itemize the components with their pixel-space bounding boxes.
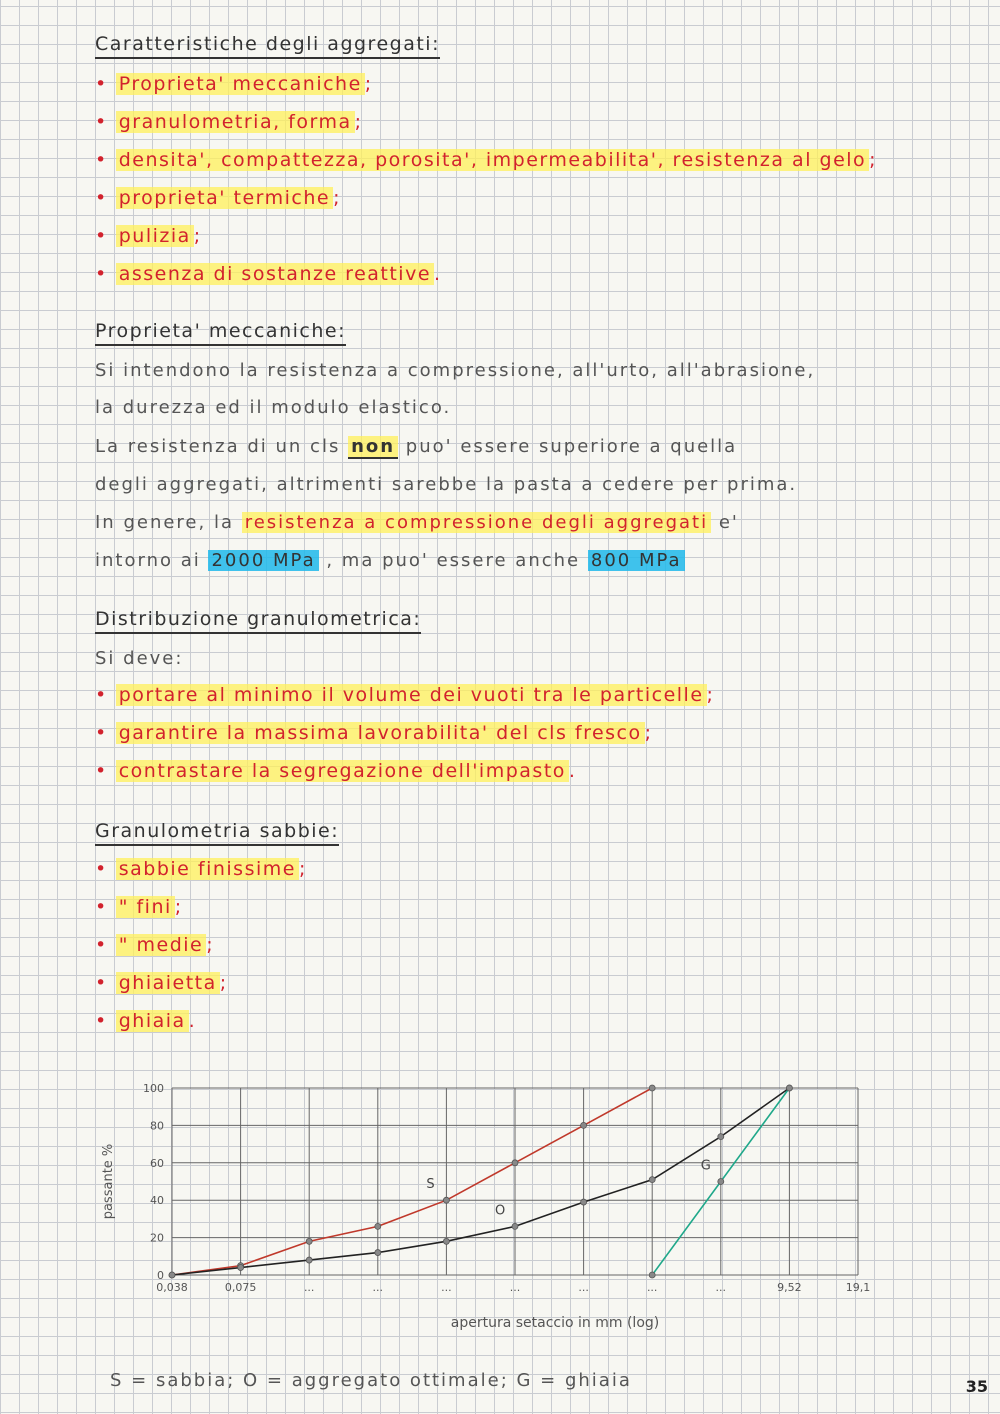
x-tick-label: ...: [578, 1281, 589, 1294]
data-point-g: [649, 1272, 655, 1278]
series-label-o: O: [495, 1203, 506, 1219]
x-tick-label: 0,075: [224, 1281, 257, 1294]
data-point-o: [306, 1257, 312, 1263]
characteristic-item: [95, 111, 363, 133]
text-fragment: In genere, la: [95, 512, 234, 533]
data-point-g: [786, 1085, 792, 1091]
page-number: 35: [965, 1377, 988, 1396]
y-tick-label: 80: [150, 1119, 164, 1133]
section-title-mechanical: Proprieta' meccaniche:: [95, 320, 346, 346]
distribution-item-label: contrastare la segregazione dell'impasto: [116, 760, 569, 782]
characteristic-item-label: Proprieta' meccaniche: [116, 73, 365, 95]
data-point-s: [306, 1238, 312, 1244]
x-tick-label: ...: [509, 1281, 521, 1294]
distribution-item: [95, 760, 576, 782]
sand-item-label: " medie: [116, 934, 207, 956]
characteristic-item-label: pulizia: [116, 225, 194, 247]
characteristic-item: [95, 187, 341, 209]
distribution-item-label: garantire la massima lavorabilita' del cls fresco: [116, 722, 645, 744]
y-axis-label: passante %: [101, 1143, 116, 1220]
x-tick-label: ...: [303, 1281, 315, 1294]
y-tick-label: 100: [143, 1082, 164, 1095]
bullet-icon: •: [95, 972, 108, 994]
bullet-icon: •: [95, 149, 108, 171]
data-point-o: [238, 1265, 244, 1271]
characteristic-item-punct: .: [434, 263, 442, 285]
characteristic-item-punct: ;: [333, 187, 341, 209]
sand-item-punct: ;: [206, 934, 215, 956]
bullet-icon: •: [95, 263, 108, 285]
characteristic-item-label: proprieta' termiche: [116, 187, 333, 209]
sand-item-punct: ;: [298, 858, 307, 880]
y-tick-label: 20: [150, 1231, 164, 1245]
sand-item: [95, 858, 307, 880]
characteristic-item-punct: ;: [364, 73, 373, 95]
characteristic-item-label: assenza di sostanze reattive: [116, 263, 434, 285]
bullet-icon: •: [95, 934, 108, 956]
sand-item-punct: ;: [219, 972, 228, 994]
characteristic-item-label: granulometria, forma: [116, 111, 355, 133]
bullet-icon: •: [95, 760, 108, 782]
series-label-s: S: [426, 1177, 435, 1193]
data-point-o: [443, 1238, 449, 1244]
data-point-s: [512, 1160, 518, 1166]
chart-legend: S = sabbia; O = aggregato ottimale; G = ghiaia: [110, 1370, 632, 1391]
mechanical-text-line-2: la durezza ed il modulo elastico.: [95, 397, 452, 418]
y-tick-label: 60: [150, 1156, 164, 1170]
sand-item-label: ghiaia: [116, 1010, 189, 1032]
distribution-item-label: portare al minimo il volume dei vuoti tra le particelle: [116, 684, 707, 706]
x-tick-label: ...: [372, 1281, 384, 1294]
data-point-s: [581, 1122, 587, 1128]
data-point-o: [649, 1177, 655, 1183]
distribution-item: [95, 684, 714, 706]
data-point-o: [169, 1272, 175, 1278]
bullet-icon: •: [95, 858, 108, 880]
series-label-g: G: [700, 1158, 711, 1174]
section-title-characteristics: Caratteristiche degli aggregati:: [95, 33, 440, 59]
characteristic-item-punct: ;: [354, 111, 363, 133]
sand-item: [95, 896, 183, 918]
section-title-distribution: Distribuzione granulometrica:: [95, 608, 421, 634]
characteristic-item-label: densita', compattezza, porosita', impermeabilita', resistenza al gelo: [116, 149, 869, 171]
sand-item-punct: .: [188, 1010, 197, 1032]
text-fragment: La resistenza di un cls: [95, 436, 341, 457]
characteristic-item-punct: ;: [869, 149, 878, 171]
data-point-g: [718, 1179, 724, 1185]
x-axis-label: apertura setaccio in mm (log): [450, 1315, 660, 1331]
text-fragment: intorno ai: [95, 550, 201, 571]
bullet-icon: •: [95, 187, 108, 209]
y-tick-label: 0: [157, 1269, 164, 1282]
characteristic-item: [95, 149, 877, 171]
x-tick-label: 0,038: [156, 1281, 188, 1294]
data-point-o: [718, 1134, 724, 1140]
x-tick-label: ...: [715, 1281, 727, 1294]
bullet-icon: •: [95, 111, 108, 133]
value-2000-mpa: 2000 MPa: [208, 550, 318, 571]
mechanical-text-line-4: degli aggregati, altrimenti sarebbe la pasta a cedere per prima.: [95, 474, 798, 495]
distribution-item-punct: ;: [644, 722, 653, 744]
text-fragment: e': [718, 512, 739, 533]
data-point-o: [581, 1199, 587, 1205]
distribution-intro: Si deve:: [95, 648, 184, 669]
emphasis-non: non: [348, 436, 398, 459]
bullet-icon: •: [95, 1010, 108, 1032]
mechanical-text-line-1: Si intendono la resistenza a compressione, all'urto, all'abrasione,: [95, 360, 816, 381]
x-tick-label: 9,52: [777, 1281, 802, 1294]
bullet-icon: •: [95, 225, 108, 247]
characteristic-item-punct: ;: [193, 225, 202, 247]
x-tick-label: 19,1: [845, 1281, 871, 1294]
sand-item: [95, 1010, 196, 1032]
x-tick-label: ...: [646, 1281, 658, 1294]
characteristic-item: [95, 263, 442, 285]
sand-item-label: " fini: [116, 896, 175, 918]
x-tick-label: ...: [441, 1281, 452, 1294]
granulometry-chart: [0, 1060, 1000, 1390]
sand-item: [95, 934, 214, 956]
mechanical-text-line-6: [95, 550, 685, 571]
distribution-item-punct: ;: [706, 684, 715, 706]
y-tick-label: 40: [150, 1194, 164, 1208]
sand-item: [95, 972, 228, 994]
value-800-mpa: 800 MPa: [588, 550, 685, 571]
bullet-icon: •: [95, 722, 108, 744]
data-point-s: [649, 1085, 655, 1091]
section-title-sands: Granulometria sabbie:: [95, 820, 339, 846]
sand-item-label: sabbie finissime: [116, 858, 299, 880]
characteristic-item: [95, 73, 373, 95]
mechanical-text-line-5: [95, 512, 739, 533]
text-fragment: , ma puo' essere anche: [326, 550, 581, 571]
data-point-o: [512, 1223, 518, 1229]
highlight-compression-strength: resistenza a compressione degli aggregati: [242, 512, 711, 533]
bullet-icon: •: [95, 73, 108, 95]
text-fragment: puo' essere superiore a quella: [405, 436, 738, 457]
data-point-o: [375, 1250, 381, 1256]
bullet-icon: •: [95, 896, 108, 918]
data-point-s: [443, 1197, 449, 1203]
sand-item-punct: ;: [174, 896, 183, 918]
mechanical-text-line-3: [95, 436, 737, 457]
sand-item-label: ghiaietta: [116, 972, 220, 994]
characteristic-item: [95, 225, 202, 247]
distribution-item-punct: .: [568, 760, 577, 782]
data-point-s: [375, 1223, 381, 1229]
distribution-item: [95, 722, 653, 744]
bullet-icon: •: [95, 684, 108, 706]
